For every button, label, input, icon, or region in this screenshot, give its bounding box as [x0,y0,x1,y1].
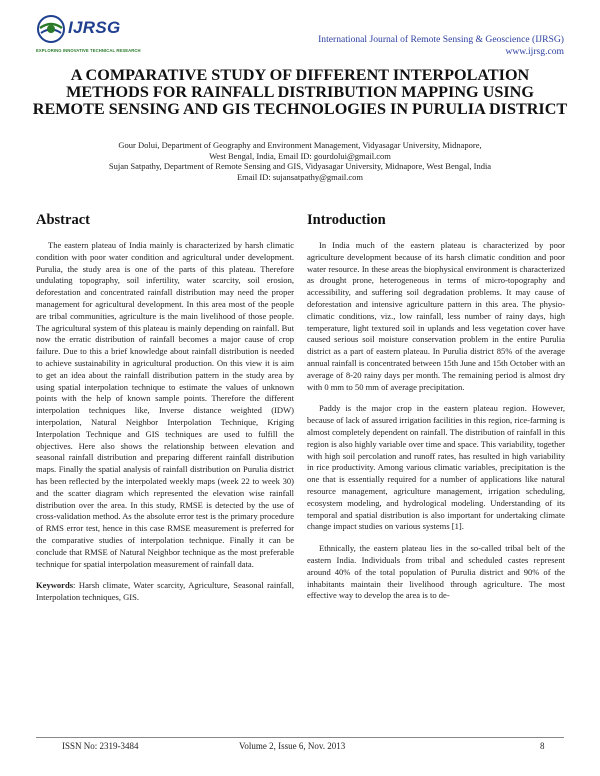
intro-paragraph-1: In India much of the eastern plateau is characterized by poor agriculture development because of its harsh climatic condition and poor water resource. In these areas the biophysical environment is characterized as drought prone, heterogeneous in terms of micro-topography and accessibility, and suffering soil degradation problems. It may cause of deforestation and intensive agriculture pattern in this area. The physio-climatic conditions, viz., low rainfall, less number of rainy days, high temperature, light textured soil in uplands and less vegetation cover have caused serious soil moisture conservation problem in the entire Purulia district as a part of eastern plateau. In Purulia district 85% of the average annual rainfall is concentrated between 15th June and 15th October with an average of 8-20 rainy days per month. The remaining period is almost dry with 0 mm to 50 mm of average precipitation. [307,240,565,392]
abstract-body: The eastern plateau of India mainly is characterized by harsh climatic condition with poor water condition and agricultural under development. Purulia, the study area is one of the parts of this plateau. Therefore undulating topography, soil infertility, water scarcity, soil erosion, deforestation and concentrated rainfall distribution may need the proper management for agricultural development. In this area most of the people are tribal communities, agriculture is the main livelihood of those people. The agricultural system of this plateau is mainly depending on rainfall. But now the erratic distribution of rainfall becomes a major cause of crop failure. Due to this a brief knowledge about rainfall distribution is needed to achieve sustainability in agricultural production. On this view it is aim to get an idea about the rainfall distribution pattern in the study area by using spatial interpolation technique to estimate the values of unknown points with the help of known sample points. Therefore the different interpolation techniques like, Inverse distance weighted (IDW) interpolation, Natural Neighbor Interpolation Technique, Kriging Interpolation Technique and GIS techniques are used to fulfill the objectives. Here also shows the relationship between elevation and seasonal rainfall distribution and preparing different rainfall distribution maps. Finally the spatial analysis of rainfall distribution on Purulia district has been reflected by the interpolated weekly maps (week 22 to week 30) and the scatter diagram which represented the elevation wise rainfall distribution over the area. In this study, RMSE is detected by the use of cross-validation method. As the absolute error test is the primary procedure of RMS error test, hence in this case RMSE measurement is preferred for the comparative studies of interpolation technique. Finally it can be conclude that RMSE of Natural Neighbor technique as the most preferable technique for spatial interpolation measurement of rainfall data. [36,240,294,569]
globe-logo-icon [36,14,66,44]
abstract-column [36,240,294,604]
journal-name: International Journal of Remote Sensing & Geoscience (IJRSG) [318,34,564,45]
keywords-label: Keywords [36,580,74,591]
author-affiliation-2: Sujan Satpathy, Department of Remote Sensing and GIS, Vidyasagar University, Midnapore, West Bengal, India [108,161,492,171]
journal-logo [36,12,148,60]
logo-tagline: EXPLORING INNOVATIVE TECHNICAL RESEARCH [36,48,141,53]
keywords [36,580,294,604]
footer-page-number: 8 [540,741,545,751]
footer-volume: Volume 2, Issue 6, Nov. 2013 [239,741,346,751]
footer-issn: ISSN No: 2319-3484 [62,741,139,751]
author-affiliation-1: Gour Dolui, Department of Geography and Environment Management, Vidyasagar University, Midnapore, [118,140,482,150]
keywords-list: : Harsh climate, Water scarcity, Agriculture, Seasonal rainfall, Interpolation techniques, GIS. [36,580,294,603]
introduction-column [307,240,565,612]
author-email-1: West Bengal, India, Email ID: gourdolui@gmail.com [209,150,391,161]
journal-header [318,34,564,58]
footer-divider [36,737,564,738]
logo-text: IJRSG [68,18,121,37]
author-block [30,140,570,182]
paper-title: A COMPARATIVE STUDY OF DIFFERENT INTERPOLATION METHODS FOR RAINFALL DISTRIBUTION MAPPING USING REMOTE SENSING AND GIS TECHNOLOGIES IN PURULIA DISTRICT [32,66,568,118]
introduction-heading: Introduction [307,212,386,228]
intro-paragraph-2: Paddy is the major crop in the eastern plateau region. However, because of lack of assured irrigation facilities in this region, rice-farming is almost completely dependent on rainfall. The distribution of rainfall in this region is also highly variable over time and space. This variability, together with high soil percolation and runoff rates, has resulted in high variability in rice productivity. Among various climatic variables, precipitation is the one that is essentially required for a number of applications like natural resource management, agriculture management, irrigation scheduling, ecosystem modeling, and hydrological modeling. Understanding of its temporal and spatial distribution is also important for undertaking climate change impact studies on various systems [1]. [307,403,565,532]
abstract-heading: Abstract [36,212,90,228]
journal-url[interactable]: www.ijrsg.com [505,46,564,57]
author-email-2: Email ID: sujansatpathy@gmail.com [236,171,364,182]
intro-paragraph-3: Ethnically, the eastern plateau lies in the so-called tribal belt of the eastern India. Individuals from tribal and scheduled castes represent around 40% of the total population of Purulia district and 90% of the inhabitants maintain their livelihood through agriculture. The most effective way to develop the area is to de- [307,543,565,601]
